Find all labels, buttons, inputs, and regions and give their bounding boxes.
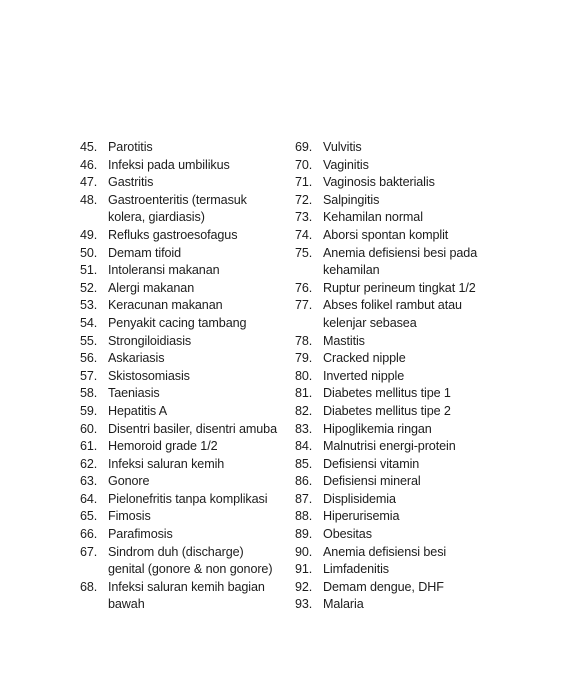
- item-number: 58.: [80, 386, 98, 401]
- item-text: Defisiensi vitamin: [323, 456, 420, 471]
- item-number: 80.: [295, 368, 313, 383]
- item-number: 92.: [295, 579, 313, 594]
- item-text: Infeksi saluran kemih: [108, 456, 225, 471]
- list-item: [80, 544, 300, 579]
- item-text: Gastritis: [108, 175, 154, 190]
- list-column-right: [295, 139, 515, 614]
- item-text: Penyakit cacing tambang: [108, 315, 247, 330]
- list-item: [80, 403, 300, 421]
- item-text: Inverted nipple: [323, 368, 405, 383]
- item-number: 70.: [295, 157, 313, 172]
- list-item: [80, 368, 300, 386]
- item-text: Keracunan makanan: [108, 298, 223, 313]
- list-item: [295, 245, 515, 280]
- list-item: [295, 579, 515, 597]
- item-text: Aborsi spontan komplit: [323, 227, 449, 242]
- item-text: Limfadenitis: [323, 562, 389, 577]
- item-text: Anemia defisiensi besi pada kehamilan: [323, 245, 478, 278]
- list-item: [295, 544, 515, 562]
- list-item: [295, 368, 515, 386]
- item-number: 55.: [80, 333, 98, 348]
- list-item: [80, 245, 300, 263]
- item-text: Abses folikel rambut atau kelenjar sebasea: [323, 298, 462, 330]
- item-text: Obesitas: [323, 527, 372, 542]
- list-item: [295, 421, 515, 439]
- item-number: 78.: [295, 333, 313, 348]
- list-item: [80, 579, 300, 614]
- list-item: [80, 315, 300, 333]
- item-number: 49.: [80, 227, 98, 242]
- item-text: Skistosomiasis: [108, 368, 190, 383]
- item-text: Strongiloidiasis: [108, 333, 192, 348]
- item-text: Vulvitis: [323, 140, 362, 154]
- item-text: Ruptur perineum tingkat 1/2: [323, 280, 476, 295]
- item-text: Infeksi pada umbilikus: [108, 157, 230, 172]
- list-item: [80, 438, 300, 456]
- item-number: 93.: [295, 597, 313, 612]
- item-text: Gonore: [108, 474, 150, 489]
- item-text: Infeksi saluran kemih bagian bawah: [108, 579, 265, 612]
- item-text: Hepatitis A: [108, 403, 168, 418]
- item-number: 61.: [80, 439, 98, 454]
- item-number: 87.: [295, 491, 313, 506]
- list-item: [80, 297, 300, 315]
- list-item: [80, 174, 300, 192]
- item-number: 86.: [295, 474, 313, 489]
- item-text: Gastroenteritis (termasuk kolera, giardiasis): [108, 192, 247, 225]
- list-item: [80, 192, 300, 227]
- item-number: 51.: [80, 263, 98, 278]
- list-item: [295, 333, 515, 351]
- item-number: 50.: [80, 245, 98, 260]
- item-number: 88.: [295, 509, 313, 524]
- item-number: 47.: [80, 175, 98, 190]
- item-text: Malaria: [323, 597, 364, 612]
- item-number: 71.: [295, 175, 313, 190]
- item-number: 75.: [295, 245, 313, 260]
- item-number: 48.: [80, 192, 98, 207]
- list-item: [80, 350, 300, 368]
- list-item: [295, 403, 515, 421]
- list-item: [295, 473, 515, 491]
- list-column-left: [80, 139, 300, 614]
- item-text: Parotitis: [108, 140, 153, 154]
- item-number: 91.: [295, 562, 313, 577]
- item-number: 89.: [295, 527, 313, 542]
- list-item: [295, 508, 515, 526]
- item-text: Fimosis: [108, 509, 151, 524]
- list-item: [295, 280, 515, 298]
- item-number: 84.: [295, 439, 313, 454]
- list-item: [295, 174, 515, 192]
- item-number: 83.: [295, 421, 313, 436]
- item-number: 82.: [295, 403, 313, 418]
- item-text: Demam dengue, DHF: [323, 579, 444, 594]
- list-item: [80, 227, 300, 245]
- item-text: Alergi makanan: [108, 280, 195, 295]
- list-item: [295, 227, 515, 245]
- list-item: [80, 473, 300, 491]
- item-number: 64.: [80, 491, 98, 506]
- list-item: [80, 385, 300, 403]
- item-text: Vaginitis: [323, 157, 369, 172]
- item-number: 81.: [295, 386, 313, 401]
- list-item: [295, 192, 515, 210]
- item-number: 63.: [80, 474, 98, 489]
- list-item: [80, 508, 300, 526]
- item-number: 45.: [80, 140, 98, 154]
- item-number: 73.: [295, 210, 313, 225]
- list-item: [80, 139, 300, 157]
- list-item: [295, 456, 515, 474]
- item-number: 65.: [80, 509, 98, 524]
- item-text: Malnutrisi energi-protein: [323, 439, 456, 454]
- list-item: [295, 350, 515, 368]
- list-item: [295, 491, 515, 509]
- item-number: 77.: [295, 298, 313, 313]
- item-text: Mastitis: [323, 333, 365, 348]
- list-item: [295, 385, 515, 403]
- item-text: Sindrom duh (discharge) genital (gonore & non gonore): [108, 544, 273, 577]
- item-number: 56.: [80, 351, 98, 366]
- item-number: 52.: [80, 280, 98, 295]
- item-number: 72.: [295, 192, 313, 207]
- item-number: 66.: [80, 527, 98, 542]
- list-item: [295, 139, 515, 157]
- item-number: 59.: [80, 403, 98, 418]
- list-item: [295, 561, 515, 579]
- list-item: [295, 209, 515, 227]
- list-item: [80, 333, 300, 351]
- item-number: 53.: [80, 298, 98, 313]
- item-text: Intoleransi makanan: [108, 263, 220, 278]
- list-item: [80, 421, 300, 439]
- list-item: [80, 262, 300, 280]
- item-text: Diabetes mellitus tipe 2: [323, 403, 451, 418]
- item-text: Taeniasis: [108, 386, 160, 401]
- item-number: 54.: [80, 315, 98, 330]
- item-text: Refluks gastroesofagus: [108, 227, 238, 242]
- list-item: [80, 280, 300, 298]
- list-item: [80, 456, 300, 474]
- list-item: [80, 526, 300, 544]
- item-number: 60.: [80, 421, 98, 436]
- item-number: 69.: [295, 140, 313, 154]
- item-number: 62.: [80, 456, 98, 471]
- item-number: 57.: [80, 368, 98, 383]
- item-text: Vaginosis bakterialis: [323, 175, 435, 190]
- item-number: 46.: [80, 157, 98, 172]
- item-number: 74.: [295, 227, 313, 242]
- item-number: 90.: [295, 544, 313, 559]
- item-number: 67.: [80, 544, 98, 559]
- item-number: 79.: [295, 351, 313, 366]
- list-item: [295, 438, 515, 456]
- item-text: Diabetes mellitus tipe 1: [323, 386, 451, 401]
- item-text: Askariasis: [108, 351, 165, 366]
- item-text: Parafimosis: [108, 527, 173, 542]
- item-text: Anemia defisiensi besi: [323, 544, 447, 559]
- item-number: 68.: [80, 579, 98, 594]
- item-number: 76.: [295, 280, 313, 295]
- item-text: Salpingitis: [323, 192, 380, 207]
- item-text: Pielonefritis tanpa komplikasi: [108, 491, 268, 506]
- item-text: Hipoglikemia ringan: [323, 421, 432, 436]
- item-number: 85.: [295, 456, 313, 471]
- item-text: Defisiensi mineral: [323, 474, 421, 489]
- item-text: Displisidemia: [323, 491, 396, 506]
- item-text: Kehamilan normal: [323, 210, 423, 225]
- item-text: Cracked nipple: [323, 351, 406, 366]
- list-item: [80, 491, 300, 509]
- list-item: [80, 157, 300, 175]
- item-text: Disentri basiler, disentri amuba: [108, 421, 277, 436]
- item-text: Hiperurisemia: [323, 509, 400, 524]
- list-item: [295, 526, 515, 544]
- list-item: [295, 596, 515, 614]
- list-item: [295, 297, 515, 332]
- item-text: Hemoroid grade 1/2: [108, 439, 218, 454]
- list-item: [295, 157, 515, 175]
- item-text: Demam tifoid: [108, 245, 181, 260]
